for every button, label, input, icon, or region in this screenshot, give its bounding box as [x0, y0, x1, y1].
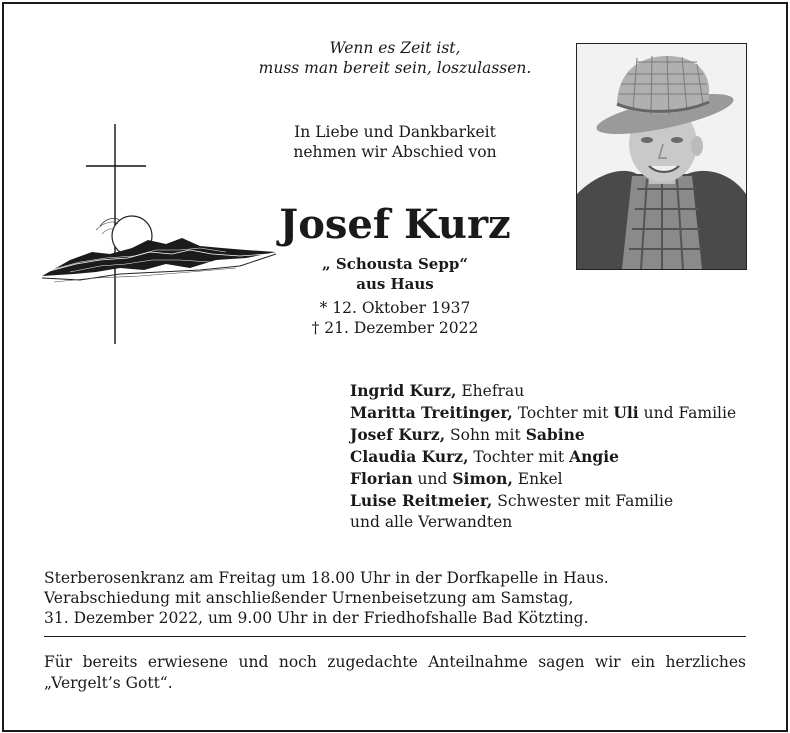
mourner-partner: Angie	[569, 447, 619, 466]
mourner-name: Josef Kurz,	[350, 425, 446, 444]
divider	[44, 636, 746, 637]
motto-line: muss man bereit sein, loszulassen.	[258, 59, 532, 77]
mourners-list	[350, 380, 770, 533]
death-date: † 21. Dezember 2022	[311, 319, 479, 337]
motto-line: Wenn es Zeit ist,	[329, 39, 461, 57]
mourner-row	[350, 446, 770, 468]
service-line: 31. Dezember 2022, um 9.00 Uhr in der Friedhofshalle Bad Kötzting.	[44, 609, 589, 627]
mourner-relation: Tochter mit	[512, 404, 614, 422]
mourner-row	[350, 402, 770, 424]
motto	[230, 38, 560, 78]
thanks-line: „Vergelt’s Gott“.	[44, 674, 173, 692]
mourner-name: Maritta Treitinger,	[350, 403, 513, 422]
mourner-relation: Sohn mit	[445, 426, 526, 444]
mourner-relation: und	[412, 470, 453, 488]
sun-over-mountains-icon	[42, 216, 276, 282]
deceased-nickname-block	[250, 254, 540, 294]
mourner-name: Ingrid Kurz,	[350, 381, 457, 400]
mourner-partner: Sabine	[525, 425, 585, 444]
mourner-relation: und Familie	[638, 404, 737, 422]
mourner-name: Florian	[350, 469, 413, 488]
intro-line: In Liebe und Dankbarkeit	[294, 123, 496, 141]
service-line: Verabschiedung mit anschließender Urnenbeisetzung am Samstag,	[44, 589, 574, 607]
mourner-relation: Enkel	[512, 470, 563, 488]
intro-line: nehmen wir Abschied von	[293, 143, 497, 161]
portrait-photo	[576, 43, 747, 270]
thanks-line: Für bereits erwiesene und noch zugedachte Anteilnahme sagen wir ein herzliches	[44, 653, 746, 671]
deceased-name: Josef Kurz	[279, 201, 511, 248]
nickname: „ Schousta Sepp“	[322, 255, 468, 273]
mourner-relation: Ehefrau	[456, 382, 525, 400]
mourner-relation: Schwester mit Familie	[492, 492, 674, 510]
life-dates	[250, 298, 540, 338]
mourner-name: Claudia Kurz,	[350, 447, 469, 466]
service-info	[44, 568, 754, 628]
mourner-row	[350, 380, 770, 402]
mourner-row	[350, 468, 770, 490]
mourner-name: Luise Reitmeier,	[350, 491, 493, 510]
birth-date: * 12. Oktober 1937	[319, 299, 471, 317]
mourner-row	[350, 424, 770, 446]
service-line: Sterberosenkranz am Freitag um 18.00 Uhr in der Dorfkapelle in Haus.	[44, 569, 609, 587]
mourners-closing: und alle Verwandten	[350, 513, 513, 531]
origin: aus Haus	[356, 275, 434, 293]
mourner-partner: Uli	[613, 403, 639, 422]
cross-icon	[40, 122, 280, 347]
mourner-row	[350, 490, 770, 512]
cross-artwork	[40, 122, 280, 347]
intro-text	[250, 122, 540, 162]
mourner-relation: Tochter mit	[468, 448, 570, 466]
thanks-text	[44, 652, 746, 694]
mourner-partner: Simon,	[452, 469, 513, 488]
